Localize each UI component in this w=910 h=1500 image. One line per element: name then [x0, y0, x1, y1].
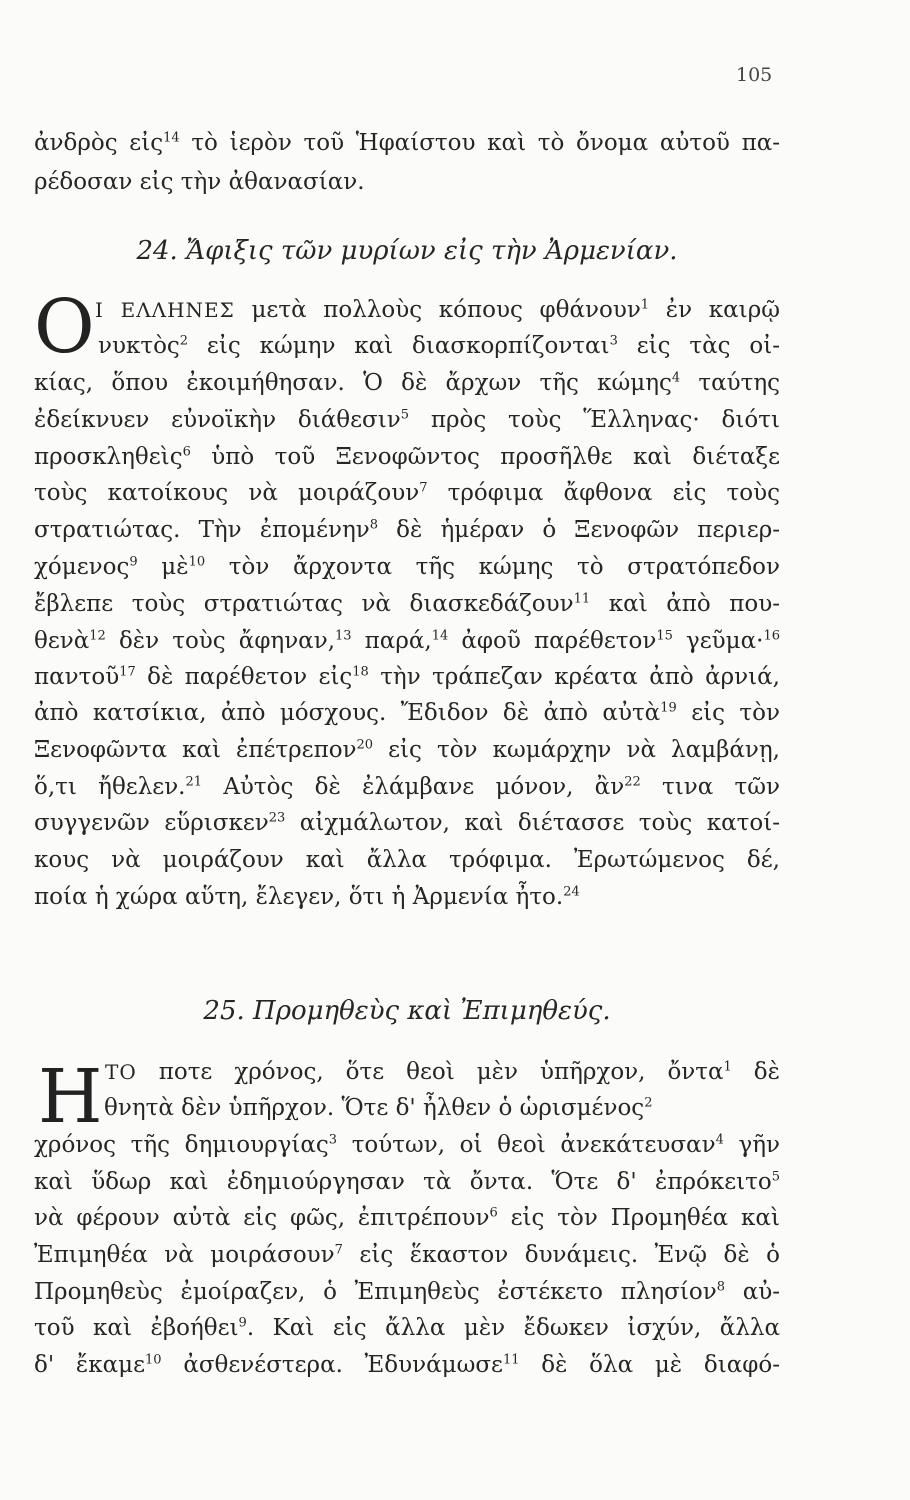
text-run: τρόφιμα ἄφθονα εἰς τοὺς — [427, 480, 780, 506]
text-line — [34, 1203, 780, 1233]
text-run: νὰ φέρουν αὐτὰ εἰς φῶς, ἐπιτρέπουν — [34, 1205, 490, 1231]
text-run: ποία ἡ χώρα αὕτη, ἔλεγεν, ὅτι ἡ Ἀρμενία ἦτο. — [34, 884, 564, 910]
text-run: τοὺς κατοίκους νὰ μοιράζουν — [34, 480, 420, 506]
text-run: Ἐπιμηθέα νὰ μοιράσουν — [34, 1242, 335, 1268]
footnote-ref: 5 — [400, 407, 410, 423]
footnote-ref: 1 — [640, 297, 650, 313]
text-line — [34, 735, 780, 765]
text-line — [34, 368, 780, 398]
text-run: μετὰ πολλοὺς κόπους φθάνουν — [234, 297, 641, 323]
text-line — [34, 405, 780, 435]
footnote-ref: 12 — [89, 628, 106, 644]
text-run: δὲ ὅλα μὲ διαφό- — [519, 1352, 780, 1378]
text-run: δὲν τοὺς ἄφηναν, — [105, 628, 336, 654]
text-line — [34, 589, 780, 619]
text-run: εἰς τὸν κωμάρχην νὰ λαμβάνῃ, — [373, 737, 780, 763]
text-run: δ' ἔκαμε — [34, 1352, 146, 1378]
text-run: τὸν ἄρχοντα τῆς κώμης τὸ στρατόπεδον — [205, 554, 781, 580]
footnote-ref: 10 — [145, 1352, 162, 1368]
text-line — [34, 442, 780, 472]
text-run: εἰς τὸν — [676, 700, 780, 726]
text-line — [105, 1057, 780, 1087]
footnote-ref: 8 — [369, 517, 379, 533]
footnote-ref: 3 — [609, 333, 618, 349]
text-run: ταύτης — [680, 370, 781, 396]
text-run: αἰχμάλωτον, καὶ διέτασσε τοὺς κατοί- — [285, 810, 780, 836]
footnote-ref: 17 — [119, 664, 136, 680]
text-line — [34, 1240, 780, 1270]
footnote-ref: 1 — [723, 1059, 732, 1075]
text-run: χόμενος — [34, 554, 130, 580]
text-run: δὲ — [731, 1059, 780, 1085]
footnote-ref: 23 — [268, 810, 286, 826]
text-line — [34, 1313, 780, 1343]
text-run: στρατιώτας. Τὴν ἐπομένην — [34, 517, 370, 543]
text-run: παντοῦ — [34, 664, 120, 690]
text-run: ἐν καιρῷ — [649, 297, 780, 323]
text-run: ὑπὸ τοῦ Ξενοφῶντος προσῆλθε καὶ διέταξε — [190, 444, 780, 470]
text-run: γῆν — [723, 1132, 780, 1158]
text-line — [34, 772, 780, 802]
text-run: θενὰ — [34, 628, 90, 654]
page-number: 105 — [736, 64, 773, 86]
footnote-ref: 16 — [763, 628, 781, 644]
footnote-ref: 15 — [656, 628, 673, 644]
footnote-ref: 8 — [716, 1279, 725, 1295]
text-line — [34, 882, 780, 912]
text-run: εἰς κώμην καὶ διασκορπίζονται — [188, 333, 610, 359]
footnote-ref: 6 — [182, 444, 191, 460]
text-run: αὐ- — [724, 1279, 780, 1305]
text-run: καὶ ὕδωρ καὶ ἐδημιούργησαν τὰ ὄντα. Ὅτε δ' ἐπρόκειτο — [34, 1169, 772, 1195]
footnote-ref: 4 — [671, 370, 681, 386]
text-run: ὅ,τι ἤθελεν. — [34, 774, 186, 800]
text-run: . Καὶ εἰς ἄλλα μὲν ἔδωκεν ἰσχύν, ἄλλα — [246, 1315, 781, 1341]
drop-cap: Ο — [34, 284, 95, 370]
text-run: εἰς τὸν Προμηθέα καὶ — [497, 1205, 780, 1231]
text-run: πρὸς τοὺς Ἕλληνας· διότι — [409, 407, 780, 433]
text-run: εἰς ἕκαστον δυνάμεις. Ἐνῷ δὲ ὁ — [342, 1242, 780, 1268]
intro-line-1: ἀνδρὸς εἰς$^{14}$ τὸ ἱερὸν τοῦ Ἡφαίστου καὶ τὸ ὄνομα αὐτοῦ πα- — [34, 130, 780, 156]
text-run: καὶ ἀπὸ που- — [590, 591, 780, 617]
text-run: δὲ παρέθετον εἰς — [135, 664, 353, 690]
text-line — [34, 1277, 780, 1307]
footnote-ref: 11 — [573, 591, 591, 607]
footnote-ref: 2 — [644, 1095, 653, 1111]
text-line — [34, 552, 780, 582]
footnote-ref: 14 — [163, 130, 180, 146]
text-run: ἔβλεπε τοὺς στρατιώτας νὰ διασκεδάζουν — [34, 591, 574, 617]
intro-line-2: ρέδοσαν εἰς τὴν ἀθανασίαν. — [34, 169, 365, 195]
text-run: συγγενῶν εὕρισκεν — [34, 810, 269, 836]
footnote-ref: 11 — [502, 1352, 520, 1368]
footnote-ref: 9 — [129, 554, 138, 570]
text-line — [34, 478, 780, 508]
text-line — [34, 1350, 780, 1380]
text-run: ἐδείκνυεν εὐνοϊκὴν διάθεσιν — [34, 407, 401, 433]
text-run: Αὐτὸς δὲ ἐλάμβανε μόνον, ἂν — [202, 774, 625, 800]
text-run: μὲ — [137, 554, 189, 580]
section-24-heading: 24. Ἄφιξις τῶν μυρίων εἰς τὴν Ἀρμενίαν. — [136, 236, 678, 266]
text-run: ἀπὸ κατσίκια, ἀπὸ μόσχους. Ἔδιδον δὲ ἀπὸ αὐτὰ — [34, 700, 661, 726]
text-run: εἰς τὰς οἰ- — [617, 333, 780, 359]
text-run: προσκληθεὶς — [34, 444, 183, 470]
text-run: τινα τῶν — [640, 774, 780, 800]
text-line — [34, 808, 780, 838]
footnote-ref: 13 — [335, 628, 352, 644]
text-run: νυκτὸς — [98, 333, 180, 359]
footnote-ref: 22 — [624, 774, 641, 790]
footnote-ref: 3 — [328, 1132, 338, 1148]
text-run: τὴν τράπεζαν κρέατα ἀπὸ ἀρνιά, — [368, 664, 780, 690]
footnote-ref: 2 — [179, 333, 189, 349]
text-run: Ξενοφῶντα καὶ ἐπέτρεπον — [34, 737, 357, 763]
footnote-ref: 14 — [431, 628, 449, 644]
text-run: θνητὰ δὲν ὑπῆρχον. Ὅτε δ' ἦλθεν ὁ ὡρισμένος — [104, 1095, 645, 1121]
text-line — [34, 515, 780, 545]
text-line — [104, 1093, 780, 1123]
text-run: χρόνος τῆς δημιουργίας — [34, 1132, 329, 1158]
footnote-ref: 21 — [185, 774, 203, 790]
footnote-ref: 24 — [563, 884, 580, 900]
footnote-ref: 7 — [334, 1242, 343, 1258]
footnote-ref: 20 — [356, 737, 374, 753]
text-line — [34, 845, 780, 875]
text-run: γεῦμα· — [672, 628, 764, 654]
text-run: δὲ ἡμέραν ὁ Ξενοφῶν περιερ- — [378, 517, 780, 543]
text-run: παρά, — [351, 628, 432, 654]
footnote-ref: 18 — [352, 664, 369, 680]
text-run: τοῦ καὶ ἐβοήθει — [34, 1315, 239, 1341]
footnote-ref: 5 — [771, 1169, 780, 1185]
text-run: ποτε χρόνος, ὅτε θεοὶ μὲν ὑπῆρχον, ὄντα — [136, 1059, 724, 1085]
text-run: ἀσθενέστερα. Ἐδυνάμωσε — [161, 1352, 503, 1378]
footnote-ref: 4 — [715, 1132, 724, 1148]
text-line — [34, 1130, 780, 1160]
section-25-heading: 25. Προμηθεὺς καὶ Ἐπιμηθεύς. — [203, 996, 611, 1026]
text-line — [95, 295, 780, 325]
text-line — [34, 698, 780, 728]
small-caps-opening: ΤΟ — [105, 1060, 137, 1084]
text-run: Προμηθεὺς ἐμοίραζεν, ὁ Ἐπιμηθεὺς ἐστέκετο πλησίον — [34, 1279, 717, 1305]
text-line — [98, 331, 780, 361]
footnote-ref: 10 — [188, 554, 206, 570]
footnote-ref: 7 — [419, 480, 428, 496]
text-line — [34, 626, 780, 656]
text-run: κους νὰ μοιράζουν καὶ ἄλλα τρόφιμα. Ἐρωτώμενος δέ, — [34, 847, 780, 873]
footnote-ref: 9 — [238, 1315, 247, 1331]
small-caps-opening: Ι ΕΛΛΗΝΕΣ — [95, 298, 235, 322]
text-line — [34, 662, 780, 692]
text-line — [34, 1167, 780, 1197]
text-run: ἀφοῦ παρέθετον — [448, 628, 657, 654]
footnote-ref: 6 — [489, 1205, 498, 1221]
drop-cap: Η — [38, 1054, 103, 1140]
text-run: κίας, ὅπου ἐκοιμήθησαν. Ὁ δὲ ἄρχων τῆς κώμης — [34, 370, 672, 396]
footnote-ref: 19 — [660, 700, 677, 716]
text-run: τούτων, οἱ θεοὶ ἀνεκάτευσαν — [337, 1132, 716, 1158]
